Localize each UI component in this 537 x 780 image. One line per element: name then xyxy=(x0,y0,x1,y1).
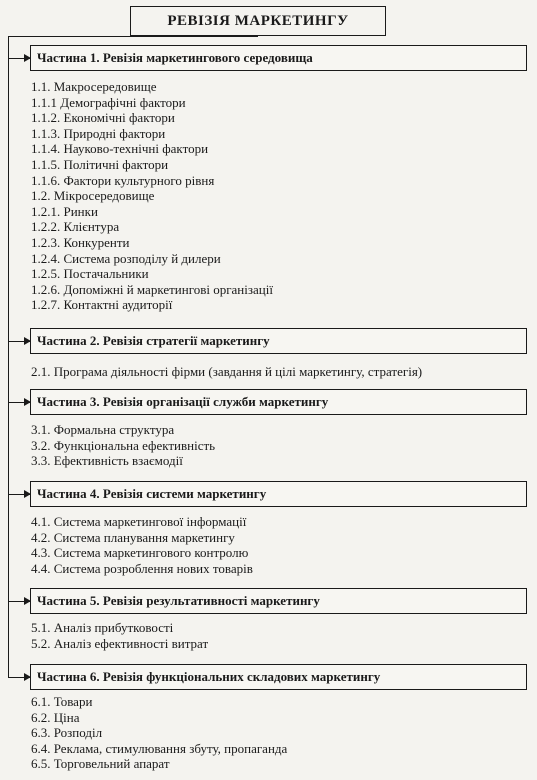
part-items-2 xyxy=(31,364,422,380)
part-items-1 xyxy=(31,79,273,313)
list-item: 1.1.2. Економічні фактори xyxy=(31,110,175,126)
list-item: 4.1. Система маркетингової інформації xyxy=(31,514,247,529)
list-item: 5.1. Аналіз прибутковості xyxy=(31,620,174,635)
list-item: 6.2. Ціна xyxy=(31,709,80,725)
list-item: 1.1. Макросередовище xyxy=(31,79,157,94)
list-item: 3.1. Формальна структура xyxy=(31,422,175,437)
part-items-5 xyxy=(31,620,208,651)
part-items-4 xyxy=(31,514,253,576)
list-item: 1.1.6. Фактори культурного рівня xyxy=(31,172,215,188)
list-item: 1.2.7. Контактні аудиторії xyxy=(31,297,173,313)
part-header-3: Частина 3. Ревізія організації служби маркетингу xyxy=(30,389,527,415)
part-header-2: Частина 2. Ревізія стратегії маркетингу xyxy=(30,328,527,354)
list-item: 1.1.4. Науково-технічні фактори xyxy=(31,141,209,157)
list-item: 2.1. Програма діяльності фірми (завдання й цілі маркетингу, стратегія) xyxy=(31,364,423,379)
arrow-part-6 xyxy=(8,677,30,678)
part-header-1: Частина 1. Ревізія маркетингового середовища xyxy=(30,45,527,71)
list-item: 1.2.1. Ринки xyxy=(31,203,98,219)
part-items-3 xyxy=(31,422,215,469)
list-item: 6.5. Торговельний апарат xyxy=(31,756,170,772)
part-header-5: Частина 5. Ревізія результативності маркетингу xyxy=(30,588,527,614)
list-item: 4.2. Система планування маркетингу xyxy=(31,529,235,545)
list-item: 3.3. Ефективність взаємодії xyxy=(31,453,183,469)
arrow-part-2 xyxy=(8,341,30,342)
list-item: 1.1.5. Політичні фактори xyxy=(31,156,169,172)
list-item: 6.3. Розподіл xyxy=(31,725,103,741)
list-item: 4.3. Система маркетингового контролю xyxy=(31,545,249,561)
list-item: 1.1.3. Природні фактори xyxy=(31,125,166,141)
list-item: 1.2.2. Клієнтура xyxy=(31,219,120,235)
arrow-part-5 xyxy=(8,601,30,602)
list-item: 1.2.5. Постачальники xyxy=(31,266,149,282)
arrow-part-4 xyxy=(8,494,30,495)
part-header-6: Частина 6. Ревізія функціональних складових маркетингу xyxy=(30,664,527,690)
list-item: 6.1. Товари xyxy=(31,694,93,709)
part-items-6 xyxy=(31,694,287,772)
list-item: 6.4. Реклама, стимулювання збуту, пропаганда xyxy=(31,740,288,756)
list-item: 5.2. Аналіз ефективності витрат xyxy=(31,635,209,651)
arrow-part-3 xyxy=(8,402,30,403)
part-header-4: Частина 4. Ревізія системи маркетингу xyxy=(30,481,527,507)
arrow-part-1 xyxy=(8,58,30,59)
connector-spine xyxy=(8,36,9,677)
connector-top xyxy=(8,36,258,37)
list-item: 1.2.4. Система розподілу й дилери xyxy=(31,250,221,266)
list-item: 1.2.6. Допоміжні й маркетингові організації xyxy=(31,281,273,297)
list-item: 1.1.1 Демографічні фактори xyxy=(31,94,186,110)
list-item: 1.2.3. Конкуренти xyxy=(31,234,130,250)
diagram-title: РЕВІЗІЯ МАРКЕТИНГУ xyxy=(130,6,386,36)
list-item: 1.2. Мікросередовище xyxy=(31,188,155,204)
list-item: 4.4. Система розроблення нових товарів xyxy=(31,560,253,576)
list-item: 3.2. Функціональна ефективність xyxy=(31,437,216,453)
